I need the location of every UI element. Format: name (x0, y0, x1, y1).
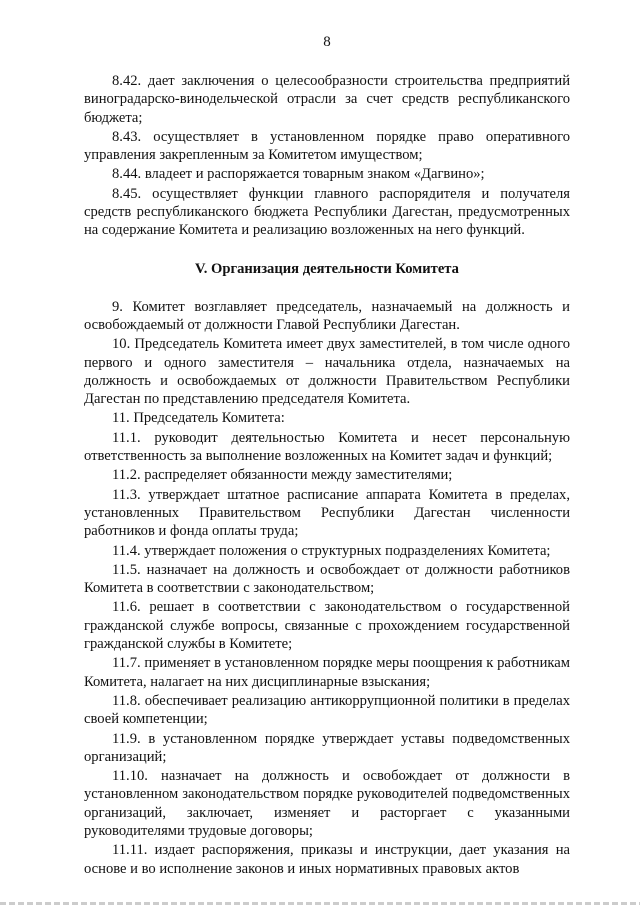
page-number: 8 (323, 34, 331, 50)
paragraph-11-3: 11.3. утверждает штатное расписание аппарата Комитета в пределах, установленных Правительством Республики Дагестан численности работников и фонда оплаты труда; (84, 486, 570, 540)
paragraph-11-8: 11.8. обеспечивает реализацию антикоррупционной политики в пределах своей компетенции; (84, 692, 570, 728)
paragraph-11-11: 11.11. издает распоряжения, приказы и инструкции, дает указания на основе и во исполнение законов и иных нормативных правовых актов (84, 842, 570, 877)
paragraphs-top (84, 72, 570, 240)
paragraph-11-6: 11.6. решает в соответствии с законодательством о государственной гражданской службе вопросы, связанные с прохождением государственной гражданской службы в Комитете; (84, 599, 570, 653)
paragraph-11-1: 11.1. руководит деятельностью Комитета и несет персональную ответственность за выполнение возложенных на Комитет задач и функций; (84, 429, 570, 465)
paragraph-9: 9. Комитет возглавляет председатель, назначаемый на должность и освобождаемый от должности Главой Республики Дагестан. (84, 298, 570, 333)
paragraph-11-4: 11.4. утверждает положения о структурных подразделениях Комитета; (112, 542, 551, 559)
paragraph-11-9: 11.9. в установленном порядке утверждает уставы подведомственных организаций; (84, 730, 570, 765)
paragraph-8-43: 8.43. осуществляет в установленном порядке право оперативного управления закрепленным за Комитетом имуществом; (84, 128, 570, 164)
paragraphs-bottom (84, 298, 570, 878)
paragraph-8-44: 8.44. владеет и распоряжается товарным знаком «Дагвино»; (112, 166, 485, 183)
paragraph-8-42: 8.42. дает заключения о целесообразности строительства предприятий виноградарско-винодельческой отрасли за счет средств республиканского бюджета; (84, 73, 570, 126)
section-heading: V. Организация деятельности Комитета (195, 260, 459, 277)
paragraph-11: 11. Председатель Комитета: (112, 410, 285, 427)
paragraph-10: 10. Председатель Комитета имеет двух заместителей, в том числе одного первого и одного заместителя – начальника отдела, назначаемых на должность и освобождаемых от должности Правительством Республики Дагестан по представлению председателя Комитета. (84, 336, 570, 408)
paragraph-8-45: 8.45. осуществляет функции главного распорядителя и получателя средств республиканского бюджета Республики Дагестан, предусмотренных на содержание Комитета и реализацию возложенных на него функций. (84, 185, 570, 239)
paragraph-11-7: 11.7. применяет в установленном порядке меры поощрения к работникам Комитета, налагает на них дисциплинарные взыскания; (84, 655, 570, 690)
paragraph-11-10: 11.10. назначает на должность и освобождает от должности в установленном законодательством порядке руководителей подведомственных организаций, заключает, изменяет и расторгает с указанными руководителями трудовые договоры; (84, 768, 570, 839)
paragraph-11-5: 11.5. назначает на должность и освобождает от должности работников Комитета в соответствии с законодательством; (84, 561, 570, 597)
paragraph-11-2: 11.2. распределяет обязанности между заместителями; (112, 467, 453, 484)
